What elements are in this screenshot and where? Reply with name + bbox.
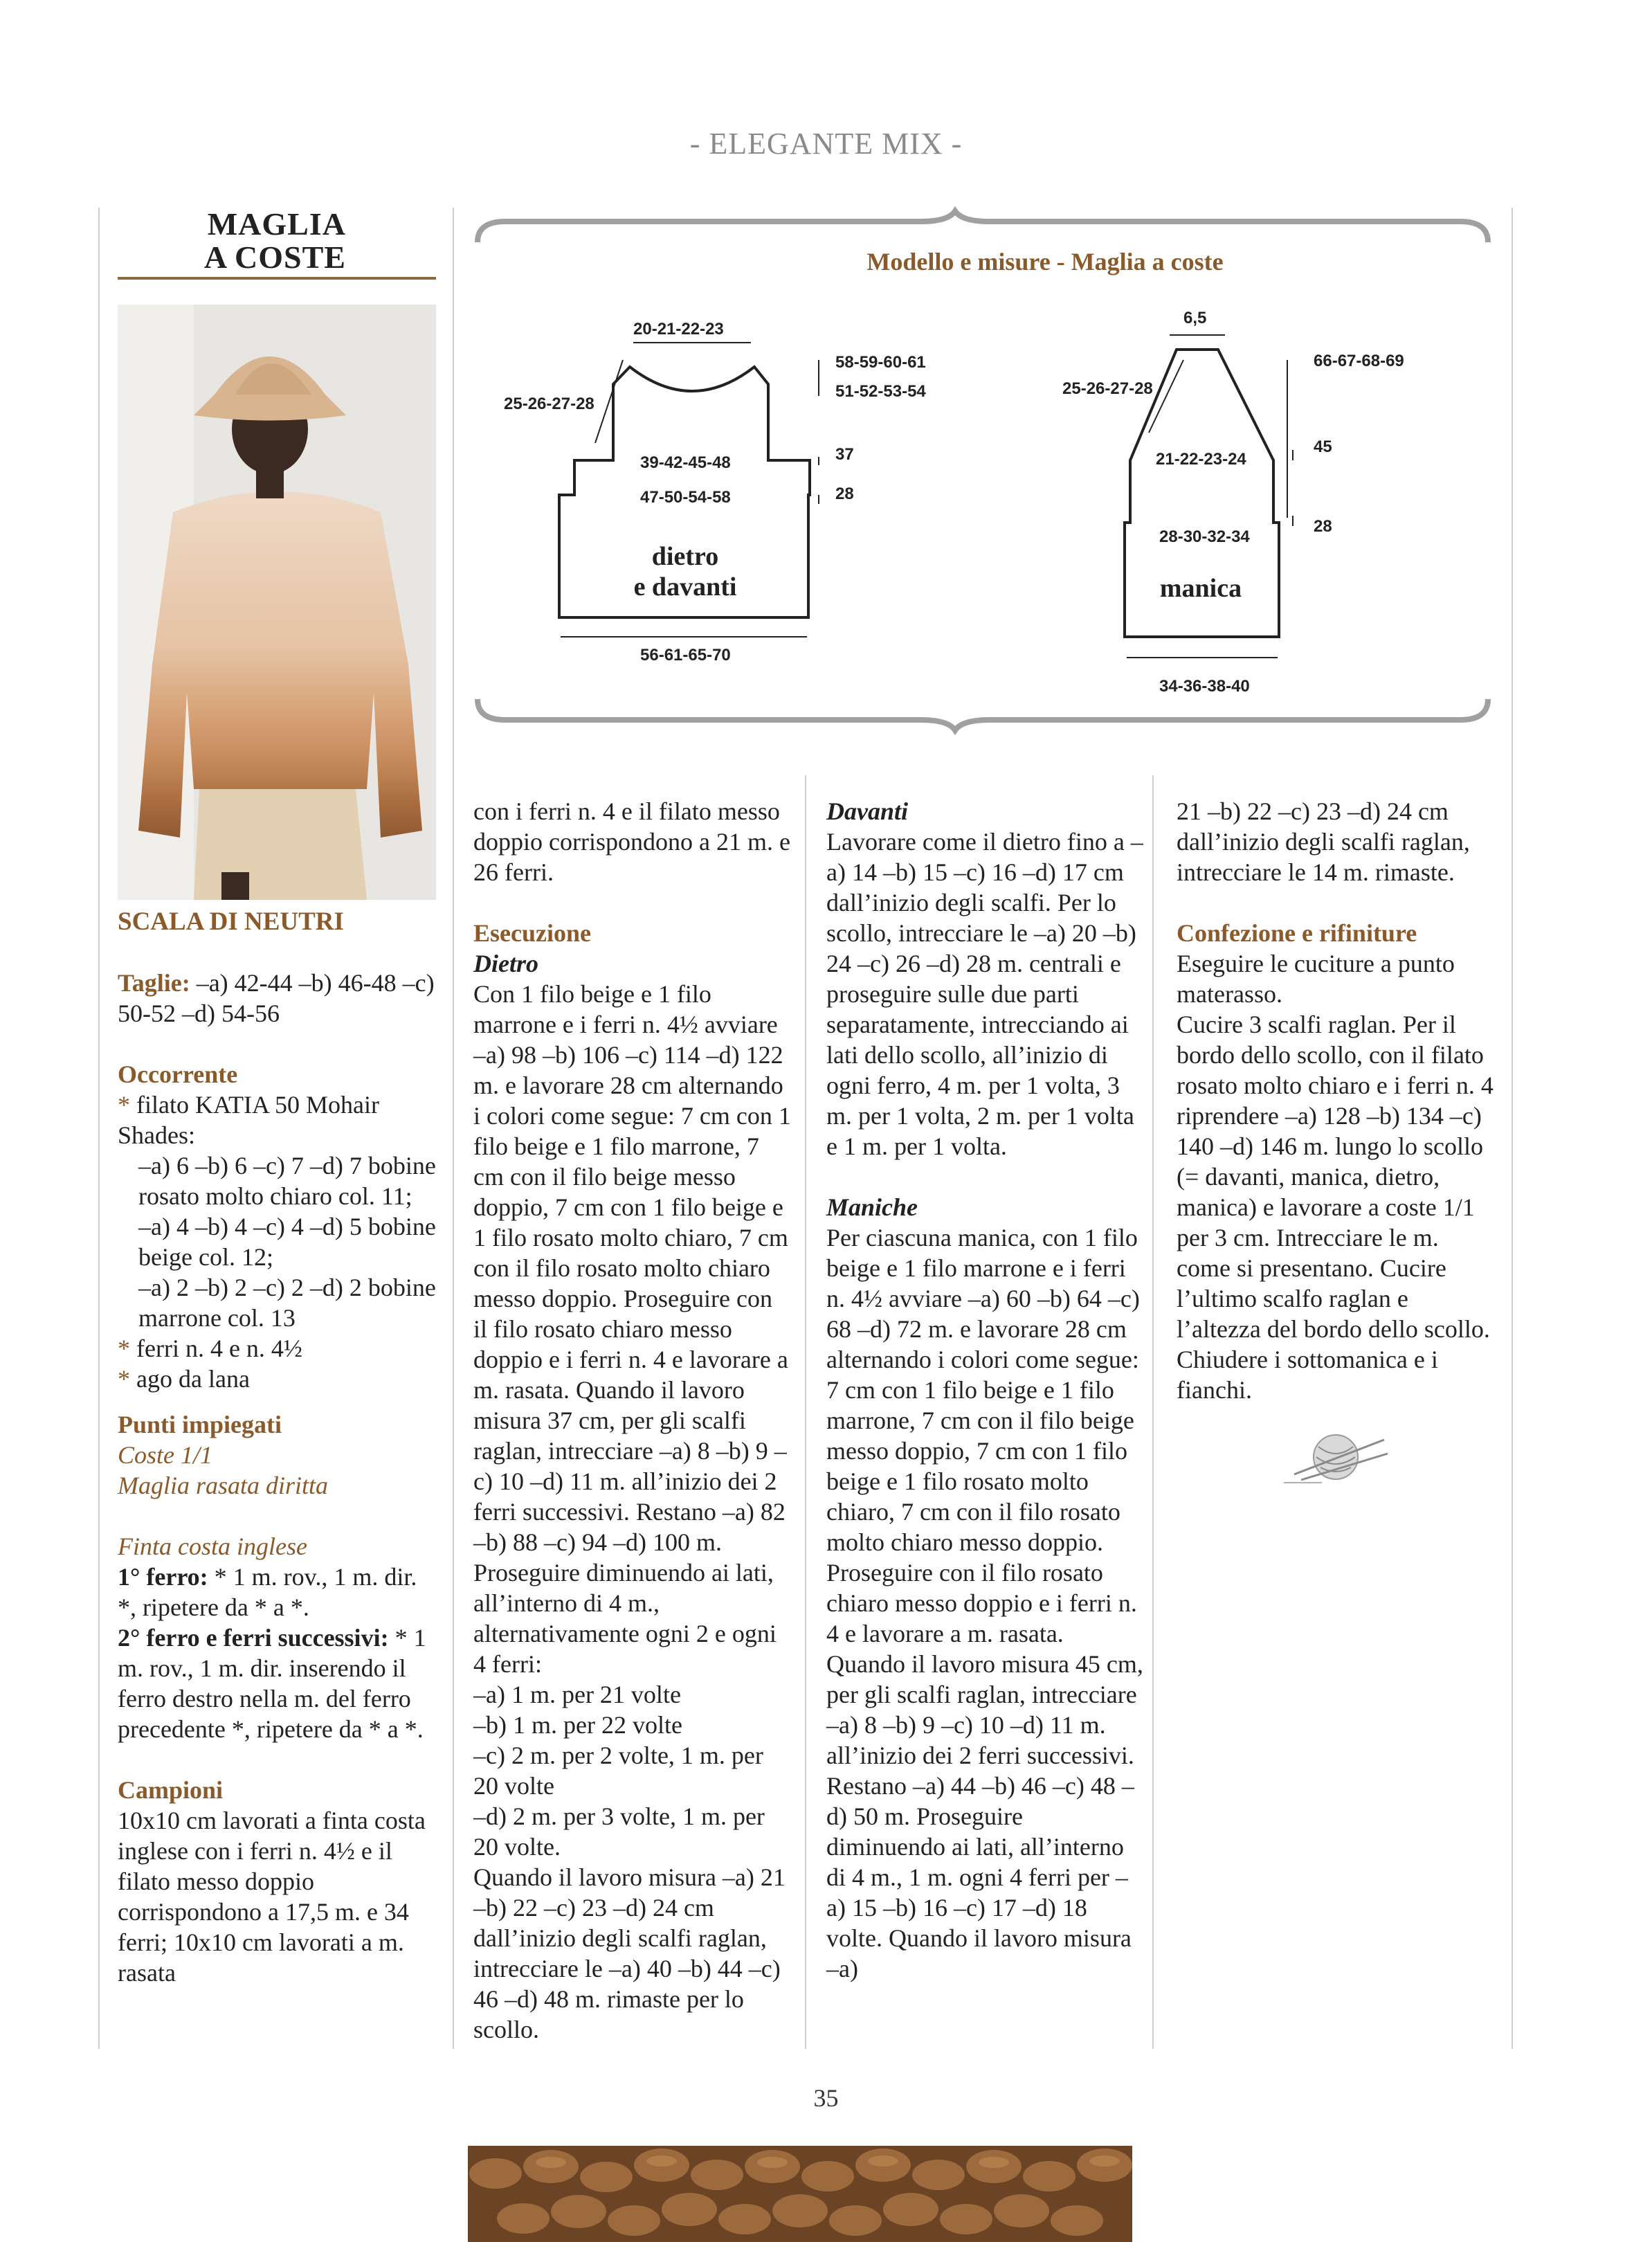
execution-heading: Esecuzione xyxy=(473,919,591,947)
row-text: * 1 m. rov., 1 m. dir. inserendo il ferro destro nella m. del ferro precedente *, ripetere da * a *. xyxy=(118,1624,426,1743)
body-rib-label: 28 xyxy=(835,485,854,503)
sizes-label: Taglie: xyxy=(118,969,190,997)
body-piece-name xyxy=(581,541,789,602)
sleeve-rib-label: 28 xyxy=(1314,517,1332,536)
neck-width-label: 20-21-22-23 xyxy=(633,320,724,338)
finishing-heading: Confezione e rifiniture xyxy=(1177,919,1417,947)
gauge-continued: con i ferri n. 4 e il filato messo doppio corrispondono a 21 m. e 26 ferri. xyxy=(473,797,790,886)
sleeve-bottom-width-label: 34-36-38-40 xyxy=(1159,677,1250,696)
knit-texture-photo xyxy=(468,2132,1132,2242)
sleeves-continued: 21 –b) 22 –c) 23 –d) 24 cm dall’inizio degli scalfi raglan, intrecciare le 14 m. rimaste. xyxy=(1177,797,1470,886)
column-3 xyxy=(826,796,1145,1984)
body-width-label: 47-50-54-58 xyxy=(640,488,731,507)
sleeve-piece-name: manica xyxy=(1159,574,1242,603)
back-instructions: Con 1 filo beige e 1 filo marrone e i ferri n. 4½ avviare –a) 98 –b) 106 –c) 114 –d) 122 m. e lavorare 28 cm alternando i colori come segue: 7 cm con 1 filo beige e 1 filo marrone, 7 cm con il filo beige messo doppio, 7 cm con 1 filo beige e 1 filo rosato molto chiaro, 7 cm con il filo rosato molto chiaro messo doppio. Proseguire con il filo rosato chiaro messo doppio e i ferri n. 4 e lavorare a m. rasata. Quando il lavoro misura 37 cm, per gli scalfi raglan, intrecciare –a) 8 –b) 9 –c) 10 –d) 11 m. all’inizio dei 2 ferri successivi. Restano –a) 82 –b) 88 –c) 94 –d) 100 m. Proseguire diminuendo ai lati, all’interno di 4 m., alternativamente ogni 2 e ogni 4 ferri: xyxy=(473,980,791,1678)
body-total-height-label-1: 58-59-60-61 xyxy=(835,353,926,372)
column-divider xyxy=(1152,775,1154,2049)
body-raglan-label: 25-26-27-28 xyxy=(504,395,594,413)
sleeves-subheading: Maniche xyxy=(826,1193,918,1221)
row-instruction xyxy=(118,1562,436,1622)
gauge-text: 10x10 cm lavorati a finta costa inglese con i ferri n. 4½ e il filato messo doppio corrispondono a 17,5 m. e 34 ferri; 10x10 cm lavorati a m. rasata xyxy=(118,1807,426,1987)
row-label: 1° ferro: xyxy=(118,1563,208,1591)
sizes-text: –a) 42-44 –b) 46-48 –c) 50-52 –d) 54-56 xyxy=(118,969,435,1027)
body-schematic xyxy=(0,0,1652,761)
pattern-subtitle: SCALA DI NEUTRI xyxy=(118,907,344,936)
front-subheading: Davanti xyxy=(826,797,909,825)
sleeve-mid-width-label: 28-30-32-34 xyxy=(1159,527,1250,546)
decrease-line: –b) 1 m. per 22 volte xyxy=(473,1711,682,1739)
page-number: 35 xyxy=(813,2084,839,2112)
yarn-ball-icon xyxy=(1280,1426,1391,1488)
materials-item: * filato KATIA 50 Mohair Shades: xyxy=(118,1091,379,1149)
stitch-subheading: Finta costa inglese xyxy=(118,1533,307,1560)
body-bottom-width-label: 56-61-65-70 xyxy=(640,646,731,665)
column-divider xyxy=(805,775,806,2049)
diagram-title: Modello e misure - Maglia a coste xyxy=(866,248,1224,275)
back-instructions-end: Quando il lavoro misura –a) 21 –b) 22 –c) 23 –d) 24 cm dall’inizio degli scalfi raglan, intrecciare le –a) 40 –b) 44 –c) 46 –d) 48 m. rimaste per lo scollo. xyxy=(473,1863,786,2043)
row-instruction xyxy=(118,1622,436,1744)
stitches-heading: Punti impiegati xyxy=(118,1411,282,1438)
materials-item: * ago da lana xyxy=(118,1365,250,1393)
stitch-item: Maglia rasata diritta xyxy=(118,1472,329,1499)
front-instructions: Lavorare come il dietro fino a –a) 14 –b) 15 –c) 16 –d) 17 cm dall’inizio degli scalfi. Per lo scollo, intrecciare le –a) 20 –b) 24 –c) 26 –d) 28 m. centrali e proseguire sulle due parti separatamente, intrecciando ai lati dello scollo, all’inizio di ogni ferro, 4 m. per 1 volta, 3 m. per 1 volta, 2 m. per 1 volta e 1 m. per 1 volta. xyxy=(826,828,1143,1160)
materials-item-text: filato KATIA 50 Mohair Shades: xyxy=(118,1091,379,1149)
body-piece-name-line1: dietro xyxy=(651,542,719,571)
body-piece-name-line2: e davanti xyxy=(633,572,737,602)
gauge-heading: Campioni xyxy=(118,1776,224,1804)
finishing-text: Eseguire le cuciture a punto materasso. xyxy=(1177,950,1455,1008)
decrease-line: –a) 1 m. per 21 volte xyxy=(473,1681,681,1708)
sleeve-total-height-label: 66-67-68-69 xyxy=(1314,352,1404,370)
sleeve-upper-width-label: 21-22-23-24 xyxy=(1156,450,1246,469)
body-armhole-label: 37 xyxy=(835,445,854,464)
materials-item-text: ago da lana xyxy=(136,1365,250,1393)
column-4 xyxy=(1177,796,1495,1405)
body-upper-width-label: 39-42-45-48 xyxy=(640,453,731,472)
row-label: 2° ferro e ferri successivi: xyxy=(118,1624,389,1652)
body-total-height-label-2: 51-52-53-54 xyxy=(835,382,926,401)
sleeve-raglan-label: 25-26-27-28 xyxy=(1062,379,1153,398)
materials-item: * ferri n. 4 e n. 4½ xyxy=(118,1335,302,1362)
pattern-title-line2: A COSTE xyxy=(203,239,346,275)
row-text: * 1 m. rov., 1 m. dir. *, ripetere da * a *. xyxy=(118,1563,417,1621)
pattern-title-line1: MAGLIA xyxy=(207,206,346,242)
sizes-paragraph xyxy=(118,968,436,1029)
materials-heading: Occorrente xyxy=(118,1060,238,1088)
column-1 xyxy=(118,907,436,1988)
sleeves-instructions: Per ciascuna manica, con 1 filo beige e 1 filo marrone e i ferri n. 4½ avviare –a) 60 –b) 64 –c) 68 –d) 72 m. e lavorare 28 cm alternando i colori come segue: 7 cm con 1 filo beige e 1 filo marrone, 7 cm con il filo beige messo doppio, 7 cm con 1 filo beige e 1 filo rosato molto chiaro, 7 cm con il filo rosato molto chiaro messo doppio. Proseguire con il filo rosato chiaro messo doppio e i ferri n. 4 e lavorare a m. rasata. Quando il lavoro misura 45 cm, per gli scalfi raglan, intrecciare –a) 8 –b) 9 –c) 10 –d) 11 m. all’inizio dei 2 ferri successivi. Restano –a) 44 –b) 46 –c) 48 –d) 50 m. Proseguire diminuendo ai lati, all’interno di 4 m., 1 m. ogni 4 ferri per –a) 15 –b) 16 –c) 17 –d) 18 volte. Quando il lavoro misura –a) xyxy=(826,1224,1143,1982)
sleeve-raglan-height-label: 45 xyxy=(1314,437,1332,456)
decrease-line: –d) 2 m. per 3 volte, 1 m. per 20 volte. xyxy=(473,1802,765,1861)
magazine-section-title: - ELEGANTE MIX - xyxy=(689,127,963,161)
back-subheading: Dietro xyxy=(473,950,538,977)
column-2 xyxy=(473,796,792,2045)
materials-subitem: –a) 4 –b) 4 –c) 4 –d) 5 bobine beige col. 12; xyxy=(138,1213,436,1271)
materials-subitem: –a) 2 –b) 2 –c) 2 –d) 2 bobine marrone col. 13 xyxy=(138,1274,436,1332)
finishing-text: Cucire 3 scalfi raglan. Per il bordo dello scollo, con il filato rosato molto chiaro e i ferri n. 4 riprendere –a) 128 –b) 134 –c) 140 –d) 146 m. lungo lo scollo (= davanti, manica, dietro, manica) e lavorare a coste 1/1 per 3 cm. Intrecciare le m. come si presentano. Cucire l’ultimo scalfo raglan e l’altezza del bordo dello scollo. Chiudere i sottomanica e i fianchi. xyxy=(1177,1011,1494,1404)
stitch-item: Coste 1/1 xyxy=(118,1441,213,1469)
decrease-line: –c) 2 m. per 2 volte, 1 m. per 20 volte xyxy=(473,1742,763,1800)
materials-subitem: –a) 6 –b) 6 –c) 7 –d) 7 bobine rosato molto chiaro col. 11; xyxy=(138,1152,436,1210)
sleeve-top-width-label: 6,5 xyxy=(1183,309,1207,327)
materials-item-text: ferri n. 4 e n. 4½ xyxy=(136,1335,302,1362)
